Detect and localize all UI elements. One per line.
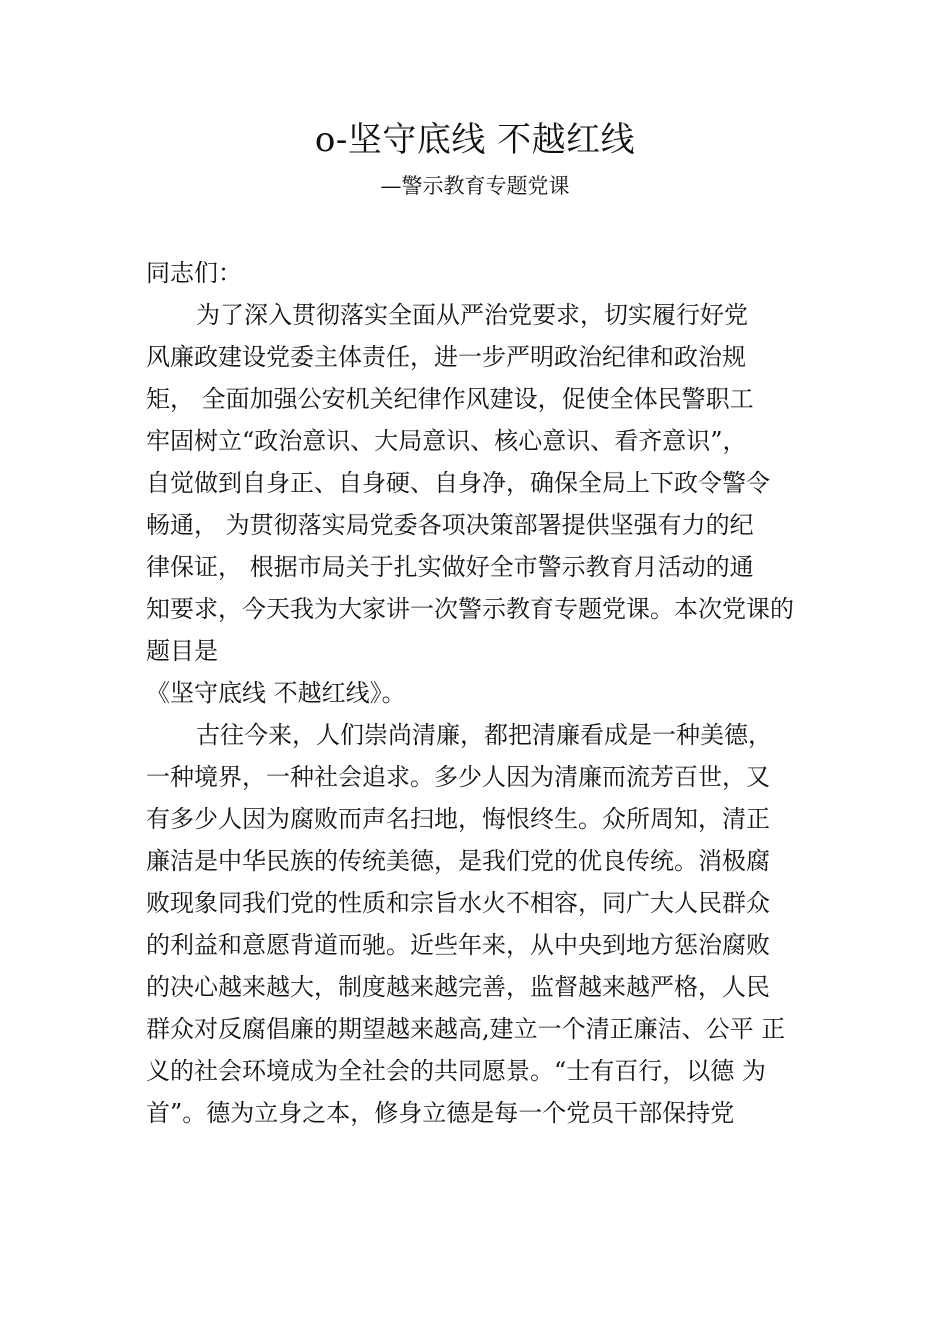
topic-line: 《坚守底线 不越红线》。	[146, 679, 406, 707]
paragraph-line: 义的社会环境成为全社会的共同愿景。“士有百行，以德 为	[146, 1057, 766, 1085]
paragraph-line: 为了深入贯彻落实全面从严治党要求，切实履行好党	[196, 301, 748, 329]
paragraph-line: 题目是	[146, 637, 218, 665]
paragraph-line: 知要求，今天我为大家讲一次警示教育专题党课。本次党课的	[146, 595, 794, 623]
paragraph-line: 的利益和意愿背道而驰。近些年来，从中央到地方惩治腐败	[146, 931, 770, 959]
paragraph-line: 首”。德为立身之本，修身立德是每一个党员干部保持党	[146, 1099, 735, 1127]
paragraph-line: 有多少人因为腐败而声名扫地，悔恨终生。众所周知，清正	[146, 805, 770, 833]
paragraph-line: 律保证， 根据市局关于扎实做好全市警示教育月活动的通	[146, 553, 754, 581]
paragraph-line: 矩， 全面加强公安机关纪律作风建设，促使全体民警职工	[146, 385, 754, 413]
paragraph-line: 的决心越来越大，制度越来越完善，监督越来越严格，人民	[146, 973, 770, 1001]
document-body	[146, 252, 810, 1134]
paragraph-line: 风廉政建设党委主体责任，进一步严明政治纪律和政治规	[146, 343, 746, 371]
document-subtitle: —警示教育专题党课	[380, 174, 570, 198]
document-title: o-坚守底线 不越红线	[314, 120, 636, 160]
paragraph-line: 畅通， 为贯彻落实局党委各项决策部署提供坚强有力的纪	[146, 511, 754, 539]
paragraph-line: 牢固树立“政治意识、大局意识、核心意识、看齐意识”，	[146, 427, 747, 455]
paragraph-line: 廉洁是中华民族的传统美德，是我们党的优良传统。消极腐	[146, 847, 770, 875]
paragraph-line: 败现象同我们党的性质和宗旨水火不相容，同广大人民群众	[146, 889, 770, 917]
paragraph-line: 群众对反腐倡廉的期望越来越高,建立一个清正廉洁、公平 正	[146, 1015, 786, 1043]
salutation: 同志们：	[146, 259, 242, 287]
paragraph-line: 古往今来，人们崇尚清廉，都把清廉看成是一种美德，	[196, 721, 772, 749]
paragraph-line: 自觉做到自身正、自身硬、自身净，确保全局上下政令警令	[146, 469, 770, 497]
paragraph-line: 一种境界，一种社会追求。多少人因为清廉而流芳百世，又	[146, 763, 770, 791]
